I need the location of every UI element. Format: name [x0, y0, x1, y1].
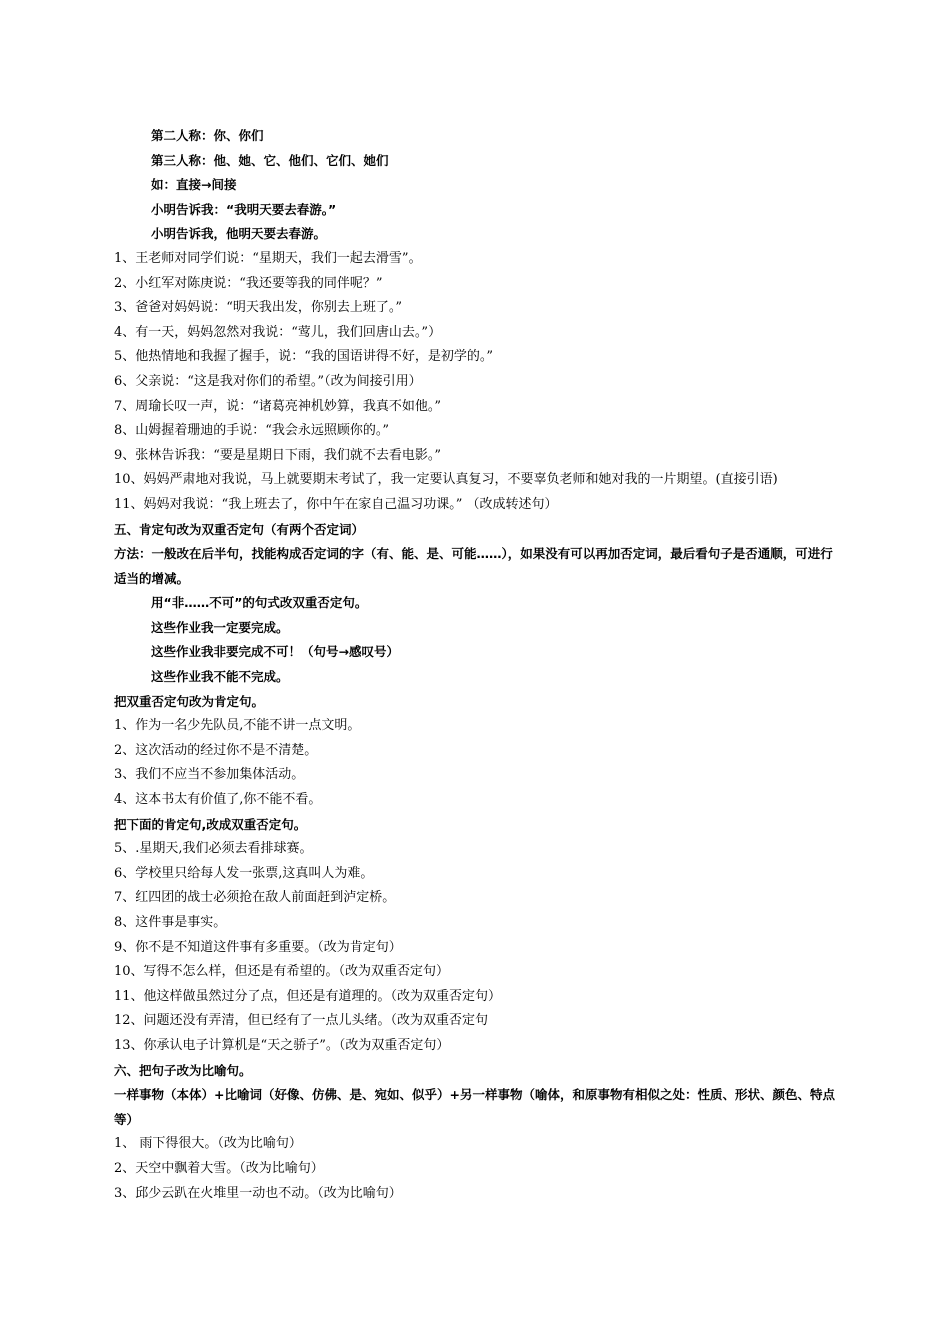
example-direct: 小明告诉我：“我明天要去春游。”	[151, 201, 337, 217]
exercise-item: 3、爸爸对妈妈说：“明天我出发，你别去上班了。”	[114, 300, 403, 316]
exercise-item: 7、周瑜长叹一声，说：“诸葛亮神机妙算，我真不如他。”	[114, 398, 442, 414]
example-line: 这些作业我一定要完成。	[151, 619, 289, 635]
exercise-item: 3、邱少云趴在火堆里一动也不动。（改为比喻句）	[114, 1185, 402, 1201]
exercise-item: 2、小红军对陈庚说：“我还要等我的同伴呢？”	[114, 275, 383, 291]
section-six-heading: 六、把句子改为比喻句。	[114, 1062, 252, 1078]
exercise-item: 8、这件事是事实。	[114, 915, 227, 930]
document-page	[114, 124, 844, 1206]
exercise-item: 1、 雨下得很大。（改为比喻句）	[114, 1136, 302, 1152]
exercise-item: 7、红四团的战士必须抢在敌人前面赶到泸定桥。	[114, 890, 396, 906]
exercise-item: 2、天空中飘着大雪。（改为比喻句）	[114, 1160, 324, 1176]
sub-heading-double-to-positive: 把双重否定句改为肯定句。	[114, 693, 265, 709]
exercise-item: 11、妈妈对我说：“我上班去了，你中午在家自己温习功课。” （改成转述句）	[114, 496, 558, 512]
exercise-item: 11、他这样做虽然过分了点，但还是有道理的。（改为双重否定句）	[114, 988, 502, 1004]
exercise-item: 9、你不是不知道这件事有多重要。（改为肯定句）	[114, 939, 402, 955]
second-person-line: 第二人称：你、你们	[151, 128, 264, 143]
exercise-item: 12、问题还没有弄清，但已经有了一点儿头绪。（改为双重否定句	[114, 1013, 489, 1029]
exercise-item: 5、.星期天,我们必须去看排球赛。	[114, 841, 313, 857]
exercise-item: 10、妈妈严肃地对我说，马上就要期末考试了，我一定要认真复习，不要辜负老师和她对我的一片期望。(直接引语)	[114, 472, 778, 488]
section-five-method: 方法：一般改在后半句，找能构成否定词的字（有、能、是、可能……），如果没有可以再加否定词，最后看句子是否通顺，可进行适当的增减。	[114, 546, 833, 586]
exercise-item: 1、作为一名少先队员,不能不讲一点文明。	[114, 718, 361, 734]
exercise-item: 10、写得不怎么样，但还是有希望的。（改为双重否定句）	[114, 964, 450, 980]
exercise-item: 3、我们不应当不参加集体活动。	[114, 767, 305, 783]
exercise-item: 4、这本书太有价值了,你不能不看。	[114, 792, 322, 808]
example-indirect: 小明告诉我，他明天要去春游。	[151, 226, 327, 242]
example-line: 这些作业我非要完成不可！（句号→感叹号）	[151, 644, 399, 660]
exercise-item: 1、王老师对同学们说：“星期天，我们一起去滑雪”。	[114, 250, 422, 266]
example-line: 这些作业我不能不完成。	[151, 669, 289, 685]
section-five-heading: 五、肯定句改为双重否定句（有两个否定词）	[114, 521, 365, 537]
exercise-item: 6、学校里只给每人发一张票,这真叫人为难。	[114, 865, 374, 881]
exercise-item: 8、山姆握着珊迪的手说：“我会永远照顾你的。”	[114, 423, 390, 439]
exercise-item: 2、这次活动的经过你不是不清楚。	[114, 742, 318, 758]
third-person-line: 第三人称：他、她、它、他们、它们、她们	[151, 152, 389, 168]
example-line: 用“非……不可”的句式改双重否定句。	[151, 595, 368, 611]
exercise-item: 6、父亲说：“这是我对你们的希望。”（改为间接引用）	[114, 373, 422, 389]
exercise-item: 5、他热情地和我握了握手，说：“我的国语讲得不好，是初学的。”	[114, 349, 494, 365]
exercise-item: 9、张林告诉我：“要是星期日下雨，我们就不去看电影。”	[114, 447, 442, 463]
exercise-item: 4、有一天，妈妈忽然对我说：“莺儿，我们回唐山去。”）	[114, 324, 442, 340]
example-label: 如：直接→间接	[151, 177, 237, 193]
exercise-item: 13、你承认电子计算机是“天之骄子”。（改为双重否定句）	[114, 1037, 450, 1053]
section-six-formula: 一样事物（本体）+比喻词（好像、仿佛、是、宛如、似乎）+另一样事物（喻体，和原事物有相似之处：性质、形状、颜色、特点等）	[114, 1087, 835, 1127]
sub-heading-positive-to-double: 把下面的肯定句,改成双重否定句。	[114, 816, 307, 832]
